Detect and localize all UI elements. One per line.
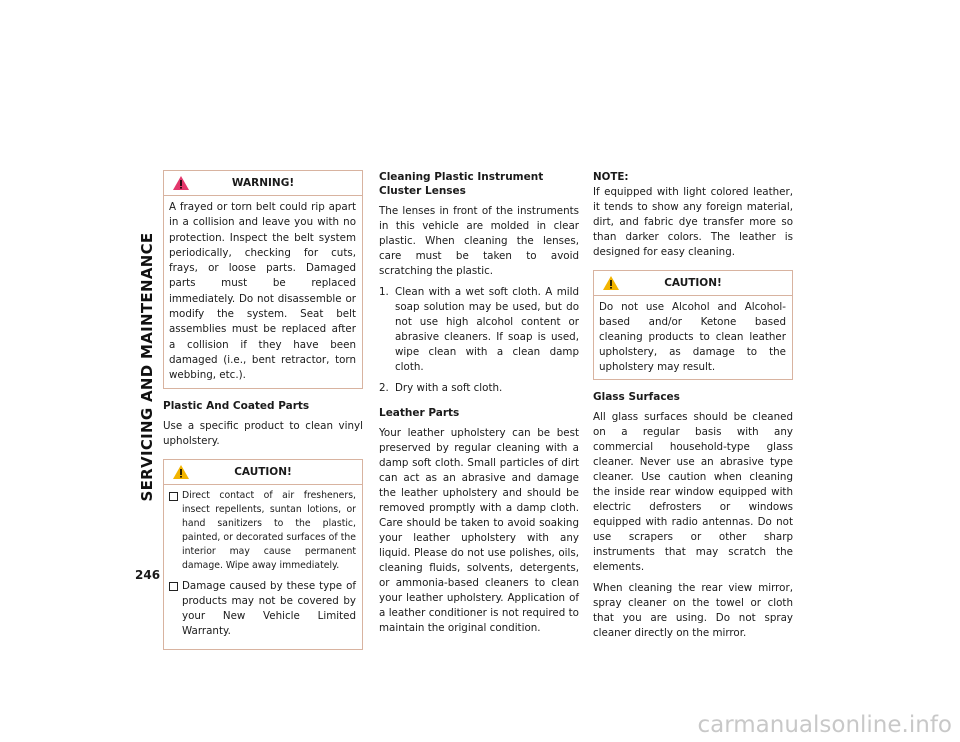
glass-surfaces-heading: Glass Surfaces	[593, 391, 680, 403]
warning-box	[163, 170, 363, 389]
step-text: Dry with a soft cloth.	[395, 382, 503, 394]
note-label: NOTE:	[593, 171, 629, 183]
caution-box-header	[594, 271, 792, 296]
caution-item: Damage caused by these type of products may not be covered by your New Vehicle Limited Warranty.	[169, 579, 356, 639]
caution-text: Do not use Alcohol and Alcohol-based and/or Ketone based cleaning products to clean leather upholstery, as damage to the upholstery may result.	[599, 301, 786, 373]
caution-title: CAUTION!	[664, 277, 722, 289]
step-number: 2.	[379, 382, 389, 394]
warning-title: WARNING!	[231, 177, 295, 189]
step-text: Clean with a wet soft cloth. A mild soap solution may be used, but do not use high alcohol content or abrasive cleaners. If soap is used, wipe clean with a clean damp cloth.	[395, 286, 579, 373]
caution-triangle-icon	[602, 275, 620, 291]
column-middle	[379, 170, 579, 636]
caution-item: Direct contact of air fresheners, insect repellents, suntan lotions, or hand sanitizers to the plastic, painted, or decorated surfaces of the interior may cause permanent damage. Wipe away immediately.	[169, 489, 356, 573]
cluster-lenses-text: The lenses in front of the instruments in this vehicle are molded in clear plastic. When cleaning the lenses, care must be taken to avoid scratching the plastic.	[379, 205, 579, 277]
caution-box-leather	[593, 270, 793, 380]
warning-text: A frayed or torn belt could rip apart in a collision and leave you with no protection. Inspect the belt system periodically, checking for cuts, frays, or loose parts. Damaged parts must be replaced immediately. Do not disassemble or modify the system. Seat belt assemblies must be replaced after a collision if they have been damaged (i.e., bent retractor, torn webbing, etc.).	[169, 201, 356, 382]
section-tab	[132, 176, 162, 558]
column-left	[163, 170, 363, 650]
leather-parts-heading: Leather Parts	[379, 407, 460, 419]
mirror-cleaning-text: When cleaning the rear view mirror, spray cleaner on the towel or cloth that you are using. Do not spray cleaner directly on the mirror.	[593, 582, 793, 639]
page-number: 246	[135, 568, 161, 582]
caution-triangle-icon	[172, 464, 190, 480]
cluster-lenses-heading: Cleaning Plastic Instrument Cluster Lenses	[379, 171, 544, 197]
warning-box-header	[164, 171, 362, 196]
column-right	[593, 170, 793, 641]
caution-title: CAUTION!	[234, 465, 292, 478]
step-item	[379, 285, 579, 375]
leather-parts-text: Your leather upholstery can be best preserved by regular cleaning with a damp soft cloth. Small particles of dirt can act as an abrasive and damage the leather upholstery and should be removed promptly with a damp cloth. Care should be taken to avoid soaking your leather upholstery with any liquid. Please do not use polishes, oils, cleaning fluids, solvents, detergents, or ammonia-based cleaners to clean your leather upholstery. Application of a leather conditioner is not required to maintain the original condition.	[379, 427, 579, 634]
cleaning-steps	[379, 285, 579, 396]
plastic-parts-text: Use a specific product to clean vinyl upholstery.	[163, 419, 363, 447]
section-tab-label: SERVICING AND MAINTENANCE	[138, 232, 156, 502]
watermark: carmanualsonline.info	[697, 712, 952, 738]
step-number: 1.	[379, 286, 389, 298]
caution-box-interior	[163, 459, 363, 650]
caution-box-header	[164, 460, 362, 485]
plastic-parts-heading: Plastic And Coated Parts	[163, 399, 310, 412]
note-text: If equipped with light colored leather, it tends to show any foreign material, dirt, and fabric dye transfer more so than darker colors. The leather is designed for easy cleaning.	[593, 186, 793, 258]
glass-surfaces-text: All glass surfaces should be cleaned on a regular basis with any commercial household-type glass cleaner. Never use an abrasive type cleaner. Use caution when cleaning the inside rear window equipped with electric defrosters or windows equipped with radio antennas. Do not use scrapers or other sharp instruments that may scratch the elements.	[593, 411, 793, 573]
warning-triangle-icon	[172, 175, 190, 191]
step-item	[379, 381, 579, 396]
